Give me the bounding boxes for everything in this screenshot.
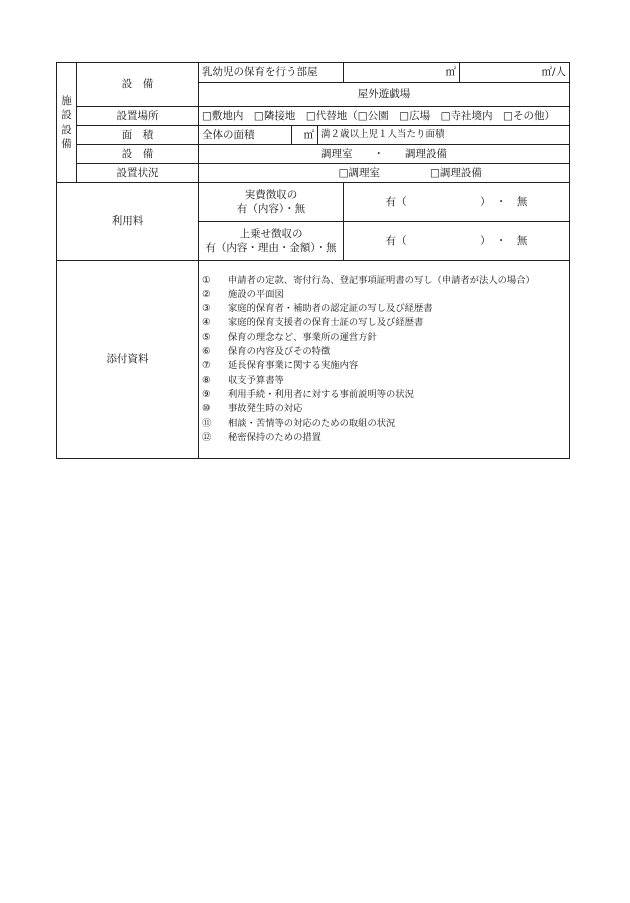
area-row bbox=[57, 126, 570, 145]
kitchen-equipment-label: 設 備 bbox=[77, 145, 199, 164]
attachment-item: ⑤ 保育の理念など、事業所の運営方針 bbox=[202, 331, 377, 343]
actual-cost-row bbox=[57, 183, 570, 222]
kitchen-status-row bbox=[57, 164, 570, 183]
attachment-item: ④ 家庭的保育支援者の保育士証の写し及び経歴書 bbox=[202, 317, 424, 329]
kitchen-equipment-value: 調理室 ・ 調理設備 bbox=[199, 145, 570, 164]
kitchen-equipment-row bbox=[57, 145, 570, 164]
nursery-room-label: 乳幼児の保育を行う部屋 bbox=[199, 63, 344, 83]
outdoor-play-label: 屋外遊戯場 bbox=[199, 83, 570, 107]
facility-group-label: 施 設 設 備 bbox=[57, 63, 77, 183]
extra-charge-question: 上乗せ徴収の 有（内容・理由・金額）・無 bbox=[199, 222, 344, 261]
facility-application-form bbox=[56, 62, 570, 459]
nursery-room-row bbox=[57, 63, 570, 83]
area-label: 面 積 bbox=[77, 126, 199, 145]
kitchen-equip-checkbox[interactable]: □調理設備 bbox=[430, 166, 482, 179]
kitchen-room-checkbox[interactable]: □調理室 bbox=[338, 166, 380, 179]
location-label: 設置場所 bbox=[77, 107, 199, 126]
attachments-label: 添付資料 bbox=[57, 261, 199, 459]
kitchen-status-options[interactable] bbox=[199, 164, 570, 183]
attachment-item: ① 申請者の定款、寄付行為、登記事項証明書の写し（申請者が法人の場合） bbox=[202, 274, 535, 286]
attachments-list bbox=[202, 274, 566, 446]
attachments-list-cell bbox=[199, 261, 570, 459]
kitchen-status-label: 設置状況 bbox=[77, 164, 199, 183]
attachment-item: ⑪ 相談・苦情等の対応のための取組の状況 bbox=[202, 417, 396, 429]
attachment-item: ⑥ 保育の内容及びその特徴 bbox=[202, 346, 331, 358]
attachment-item: ② 施設の平面図 bbox=[202, 288, 284, 300]
fees-label: 利用料 bbox=[57, 183, 199, 261]
attachment-item: ⑨ 利用手続・利用者に対する事前説明等の状況 bbox=[202, 388, 414, 400]
total-area-label: 全体の面積 bbox=[199, 126, 292, 145]
attachment-item: ⑩ 事故発生時の対応 bbox=[202, 403, 303, 415]
actual-cost-question: 実費徴収の 有（内容）・無 bbox=[199, 183, 344, 222]
per-child-area-label: 満２歳以上児１人当たり面積 bbox=[318, 126, 570, 145]
actual-cost-answer[interactable]: 有（ ） ・ 無 bbox=[344, 183, 570, 222]
location-options[interactable]: □敷地内 □隣接地 □代替地（□公園 □広場 □寺社境内 □その他） bbox=[199, 107, 570, 126]
attachment-item: ⑧ 収支予算書等 bbox=[202, 374, 284, 386]
equipment-label: 設 備 bbox=[77, 63, 199, 107]
attachment-item: ⑦ 延長保育事業に関する実施内容 bbox=[202, 360, 359, 372]
total-area-field[interactable]: ㎡ bbox=[292, 126, 318, 145]
location-row bbox=[57, 107, 570, 126]
attachment-item: ⑫ 秘密保持のための措置 bbox=[202, 431, 321, 443]
attachment-item: ③ 家庭的保育者・補助者の認定証の写し及び経歴書 bbox=[202, 303, 433, 315]
attachments-row bbox=[57, 261, 570, 459]
nursery-room-area-field[interactable]: ㎡ bbox=[344, 63, 460, 83]
nursery-room-per-person-field[interactable]: ㎡/人 bbox=[460, 63, 570, 83]
extra-charge-answer[interactable]: 有（ ） ・ 無 bbox=[344, 222, 570, 261]
